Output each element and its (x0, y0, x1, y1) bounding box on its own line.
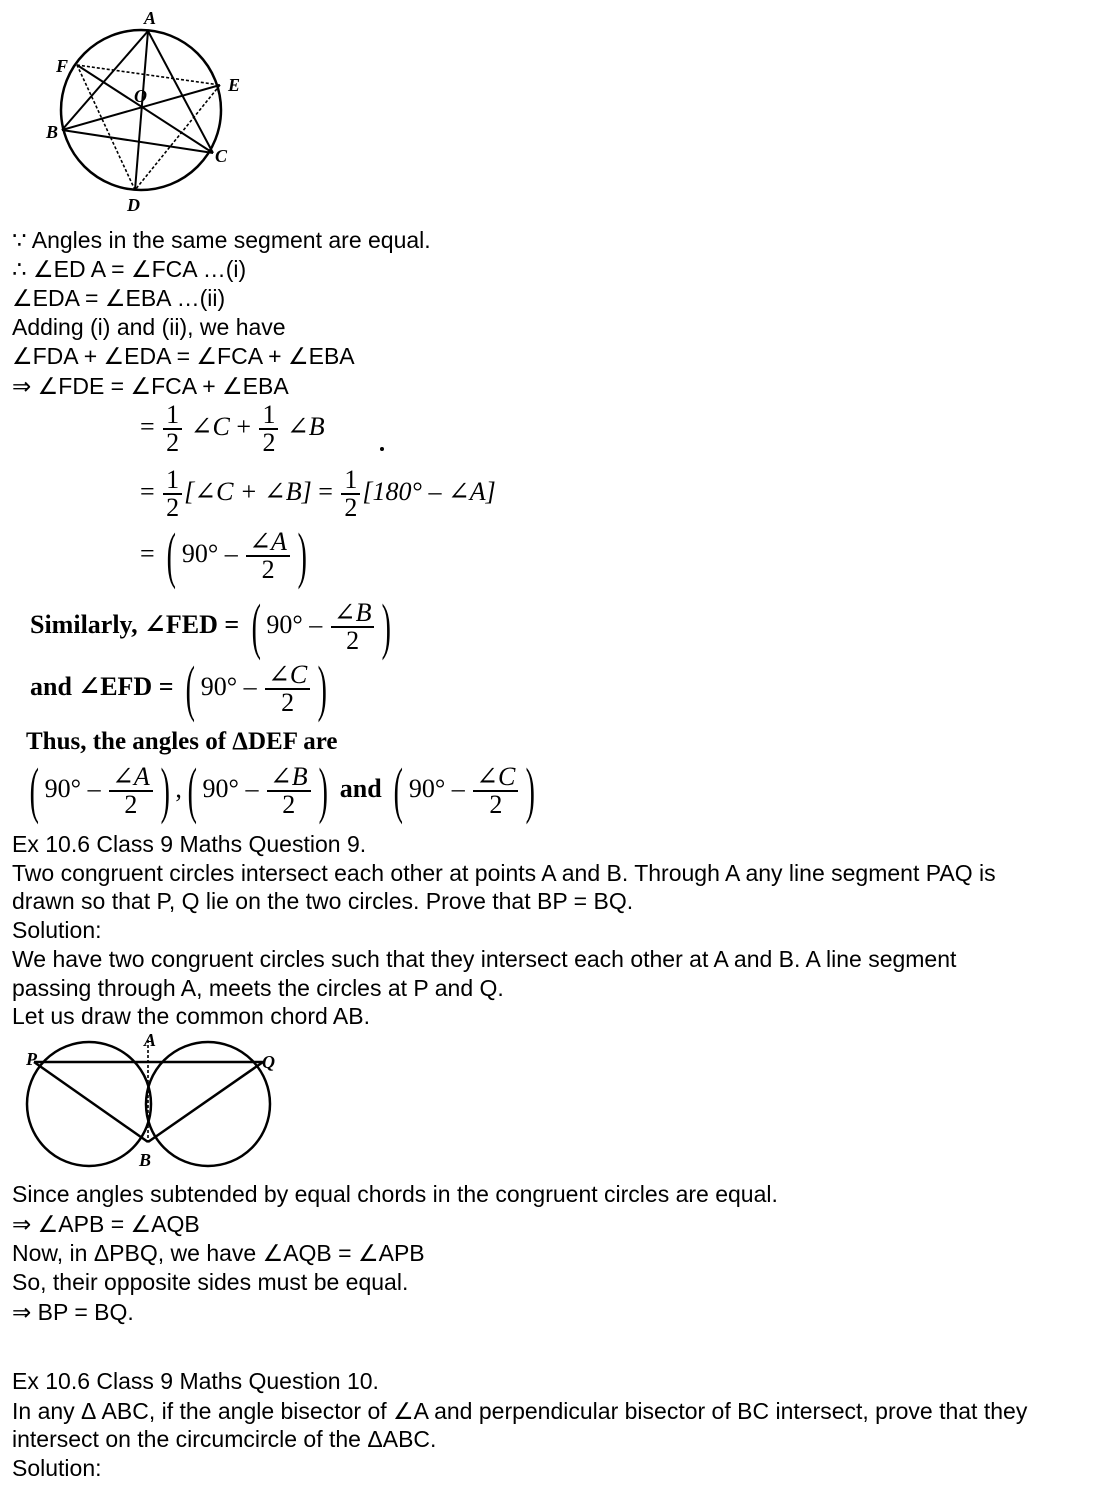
text-line: intersect on the circumcircle of the ΔABC. (12, 1426, 437, 1452)
text-line: passing through A, meets the circles at P and Q. (12, 975, 504, 1001)
text-line: ∠FDA + ∠EDA = ∠FCA + ∠EBA (12, 343, 355, 369)
text-line: In any Δ ABC, if the angle bisector of ∠A and perpendicular bisector of BC intersect, prove that they (12, 1398, 1028, 1424)
text-line: So, their opposite sides must be equal. (12, 1269, 409, 1295)
label-a: A (144, 1030, 157, 1050)
math-line-1: = $\frac{1}{2}$ ∠C + $\frac{1}{2}$ ∠B (140, 400, 325, 457)
label-b: B (139, 1150, 152, 1170)
stray-dot (380, 447, 384, 451)
label-c: C (215, 146, 228, 166)
math-line-2: = $\frac{1}{2}$ [∠C + ∠B] = $\frac{1}{2}$ [180° – ∠A] (140, 465, 496, 522)
text-line: Adding (i) and (ii), we have (12, 314, 286, 340)
text-line: Since angles subtended by equal chords in the congruent circles are equal. (12, 1181, 778, 1207)
math-line-angles: ( 90° – $\frac{\angle A}{2}$ ) ,( 90° – $\frac{\angle B}{2}$ ) and ( 90° – $\frac{\angle C}{2}$ ) (29, 757, 536, 825)
label-q: Q (262, 1052, 275, 1072)
text-line: Let us draw the common chord AB. (12, 1003, 370, 1029)
math-line-similarly: Similarly, ∠FED = ( 90° – $\frac{\angle B}{2}$ ) (30, 593, 392, 661)
label-f: F (56, 56, 69, 76)
text-line: We have two congruent circles such that they intersect each other at A and B. A line segment (12, 946, 957, 972)
figure-circle-triangles (30, 0, 270, 215)
question-title: Ex 10.6 Class 9 Maths Question 10. (12, 1368, 379, 1394)
label-b: B (46, 122, 59, 142)
question-title: Ex 10.6 Class 9 Maths Question 9. (12, 831, 367, 857)
text-line: drawn so that P, Q lie on the two circles. Prove that BP = BQ. (12, 888, 634, 914)
label-d: D (127, 195, 140, 215)
label-e: E (228, 75, 241, 95)
math-line-thus: Thus, the angles of ΔDEF are (26, 728, 338, 755)
solution-label: Solution: (12, 917, 102, 943)
text-line: ∴ ∠ED A = ∠FCA …(i) (12, 256, 247, 282)
label-a: A (144, 8, 157, 28)
text-line: Two congruent circles intersect each other at points A and B. Through A any line segment PAQ is (12, 860, 996, 886)
text-line: ∵ Angles in the same segment are equal. (12, 227, 431, 253)
text-line: Now, in ΔPBQ, we have ∠AQB = ∠APB (12, 1240, 425, 1266)
text-line: ∠EDA = ∠EBA …(ii) (12, 285, 226, 311)
label-o: O (134, 86, 147, 106)
math-line-3: = ( 90° – $\frac{\angle A}{2}$ ) (140, 522, 307, 590)
text-line: ⇒ BP = BQ. (12, 1299, 134, 1325)
text-line: ⇒ ∠APB = ∠AQB (12, 1211, 200, 1237)
solution-label: Solution: (12, 1455, 102, 1481)
figure-two-circles (16, 1030, 286, 1175)
label-p: P (26, 1049, 37, 1069)
text-line: ⇒ ∠FDE = ∠FCA + ∠EBA (12, 373, 289, 399)
math-line-efd: and ∠EFD = ( 90° – $\frac{\angle C}{2}$ ) (30, 655, 328, 723)
